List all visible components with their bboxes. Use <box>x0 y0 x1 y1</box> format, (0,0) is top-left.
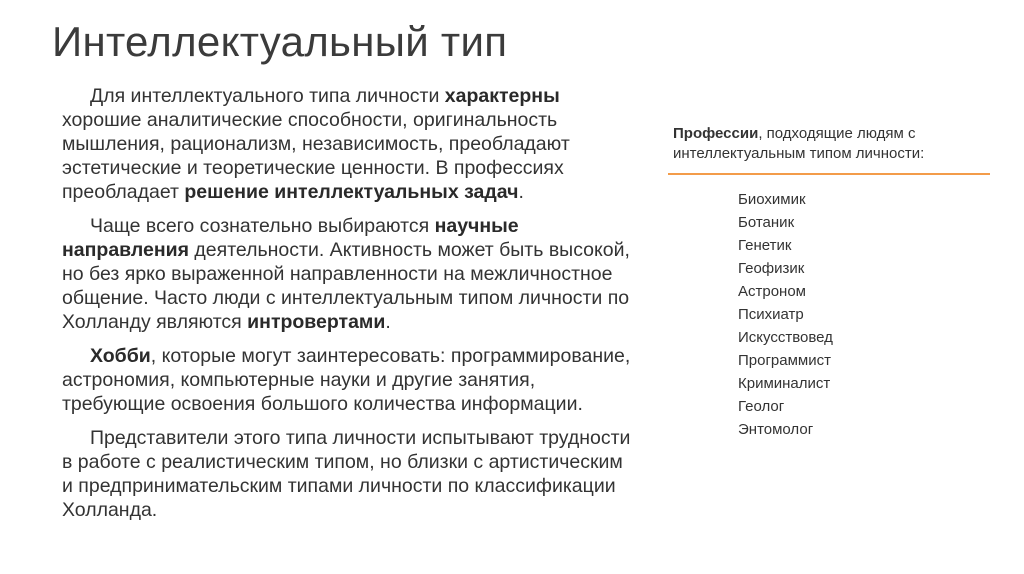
paragraph <box>62 344 637 416</box>
professions-list <box>738 188 998 441</box>
professions-header <box>673 124 998 164</box>
professions-panel <box>668 124 998 441</box>
bold-text: характерны <box>444 85 560 107</box>
text-run: . <box>385 311 391 333</box>
accent-divider <box>668 173 990 175</box>
profession-item: Криминалист <box>738 375 831 392</box>
profession-item: Геофизик <box>738 260 805 277</box>
text-run: хорошие аналитические способности, оригинальность мышления, рационализм, независимость, преобладают эстетические и теоретические ценности. В профессиях преобладает <box>62 109 570 203</box>
bold-text: научные направления <box>62 215 519 261</box>
profession-item: Ботаник <box>738 214 795 231</box>
paragraph <box>62 214 637 334</box>
professions-header-bold: Профессии <box>673 125 759 142</box>
slide-title: Интеллектуальный тип <box>52 18 508 65</box>
profession-item: Психиатр <box>738 306 804 323</box>
text-run: деятельности. Активность может быть высокой, но без ярко выраженной направленности на межличностное общение. Часто люди с интеллектуальным типом личности по Холланду являются <box>62 239 630 333</box>
profession-item: Генетик <box>738 237 792 254</box>
profession-item: Искусствовед <box>738 329 833 346</box>
bold-text: Хобби <box>90 345 151 367</box>
bold-text: решение интеллектуальных задач <box>184 181 519 203</box>
profession-item: Геолог <box>738 398 785 415</box>
professions-header-rest: , подходящие людям с интеллектуальным типом личности: <box>673 125 925 162</box>
profession-item: Биохимик <box>738 191 806 208</box>
paragraph <box>62 84 637 204</box>
profession-item: Энтомолог <box>738 421 814 438</box>
bold-text: интровертами <box>247 311 386 333</box>
text-run: . <box>518 181 524 203</box>
text-run: Чаще всего сознательно выбираются <box>90 215 435 237</box>
paragraph <box>62 426 637 522</box>
text-run: Для интеллектуального типа личности <box>90 85 445 107</box>
text-run: , которые могут заинтересовать: программирование, астрономия, компьютерные науки и другие занятия, требующие освоения большого количества информации. <box>62 345 631 415</box>
profession-item: Астроном <box>738 283 806 300</box>
description-text <box>62 84 637 532</box>
profession-item: Программист <box>738 352 831 369</box>
text-run: Представители этого типа личности испытывают трудности в работе с реалистическим типом, но близки с артистическим и предпринимательским типами личности по классификации Холланда. <box>62 427 631 521</box>
